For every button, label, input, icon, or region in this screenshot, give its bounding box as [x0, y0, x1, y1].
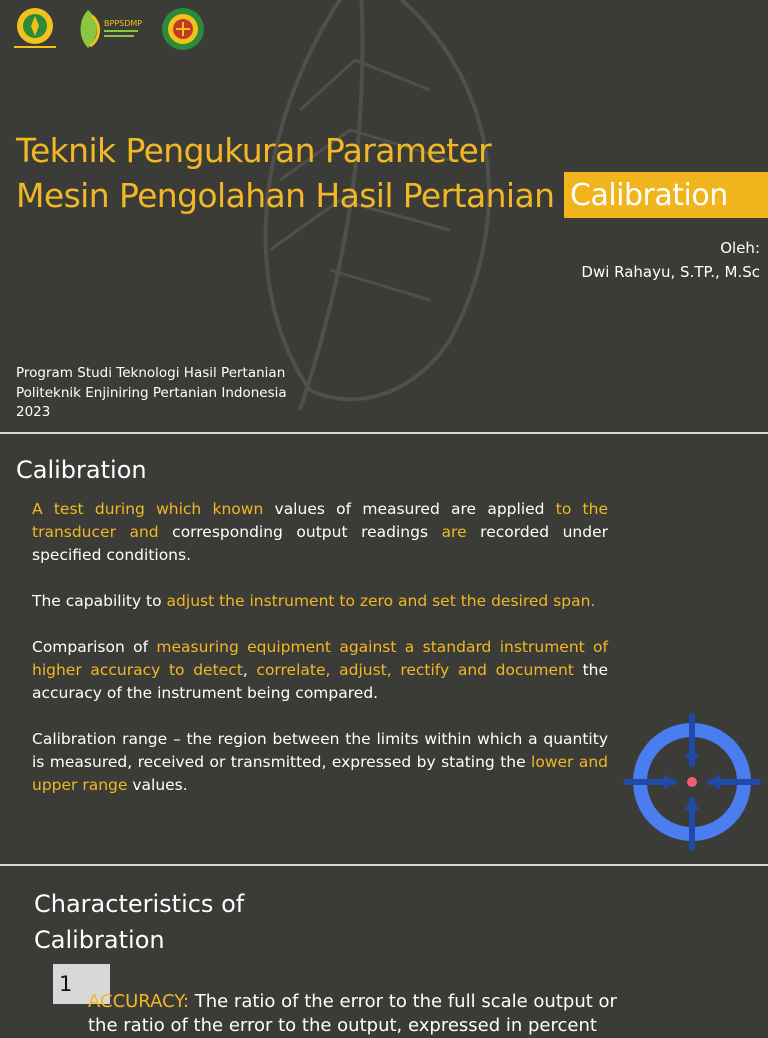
accuracy-text: The ratio of the error to the full scale output or [189, 991, 617, 1012]
highlighted-text: correlate, adjust, rectify and document [256, 661, 583, 679]
definition-list [32, 498, 608, 820]
characteristics-slide [0, 866, 768, 1036]
author-block [581, 236, 760, 284]
body-text: corresponding output readings [172, 523, 442, 541]
highlighted-text: A test during which known [32, 500, 275, 518]
author-label: Oleh: [720, 239, 760, 257]
definition-paragraph-4 [32, 728, 608, 797]
heading-line-2: Calibration [34, 926, 165, 954]
body-text: recorded under specified conditions. [32, 523, 608, 564]
topic-badge: Calibration [564, 172, 768, 218]
presentation-title [16, 128, 554, 218]
slide-heading [34, 886, 244, 958]
body-text: Calibration range – the region between the limits within which a quantity is measured, received or transmitted, expressed by stating the [32, 730, 608, 771]
highlighted-text: lower and upper range [32, 753, 608, 794]
accuracy-definition [88, 990, 728, 1014]
polytechnic-logo-icon [158, 6, 208, 52]
title-line-2: Mesin Pengolahan Hasil Pertanian [16, 176, 555, 215]
bppsdmp-logo-icon [74, 6, 144, 52]
title-slide [0, 0, 768, 432]
accuracy-definition-continued: the ratio of the error to the output, expressed in percent [88, 1015, 597, 1036]
accuracy-label: ACCURACY: [88, 991, 190, 1012]
highlighted-text: adjust the instrument to zero and set the desired span. [166, 592, 596, 610]
definition-paragraph-3 [32, 636, 608, 705]
slide-heading: Calibration [16, 456, 147, 484]
institution-block [16, 364, 287, 423]
ministry-logo-icon [10, 6, 60, 52]
bppsdmp-logo-text: BPPSDMP [104, 19, 143, 28]
body-text: The capability to [32, 592, 167, 610]
highlighted-text: measuring equipment against a standard instrument of higher accuracy to detect [32, 638, 608, 679]
institution-name: Politeknik Enjiniring Pertanian Indonesia [16, 384, 287, 401]
crosshair-target-icon [624, 714, 760, 850]
author-name: Dwi Rahayu, S.TP., M.Sc [581, 263, 760, 281]
body-text: , [242, 661, 257, 679]
item-number-badge: 1 [53, 964, 110, 1004]
definition-paragraph-1 [32, 498, 608, 567]
institution-program: Program Studi Teknologi Hasil Pertanian [16, 365, 286, 381]
definition-paragraph-2 [32, 590, 608, 613]
heading-line-1: Characteristics of [34, 890, 245, 918]
calibration-slide [0, 434, 768, 864]
title-line-1: Teknik Pengukuran Parameter [16, 131, 492, 170]
highlighted-text: are [441, 523, 481, 541]
logo-row [10, 6, 208, 52]
body-text: the accuracy of the instrument being compared. [32, 661, 608, 702]
body-text: Comparison of [32, 638, 157, 656]
body-text: values. [132, 776, 188, 794]
highlighted-text: to the transducer and [32, 500, 608, 541]
body-text: values of measured are applied [274, 500, 556, 518]
institution-year: 2023 [16, 404, 51, 420]
